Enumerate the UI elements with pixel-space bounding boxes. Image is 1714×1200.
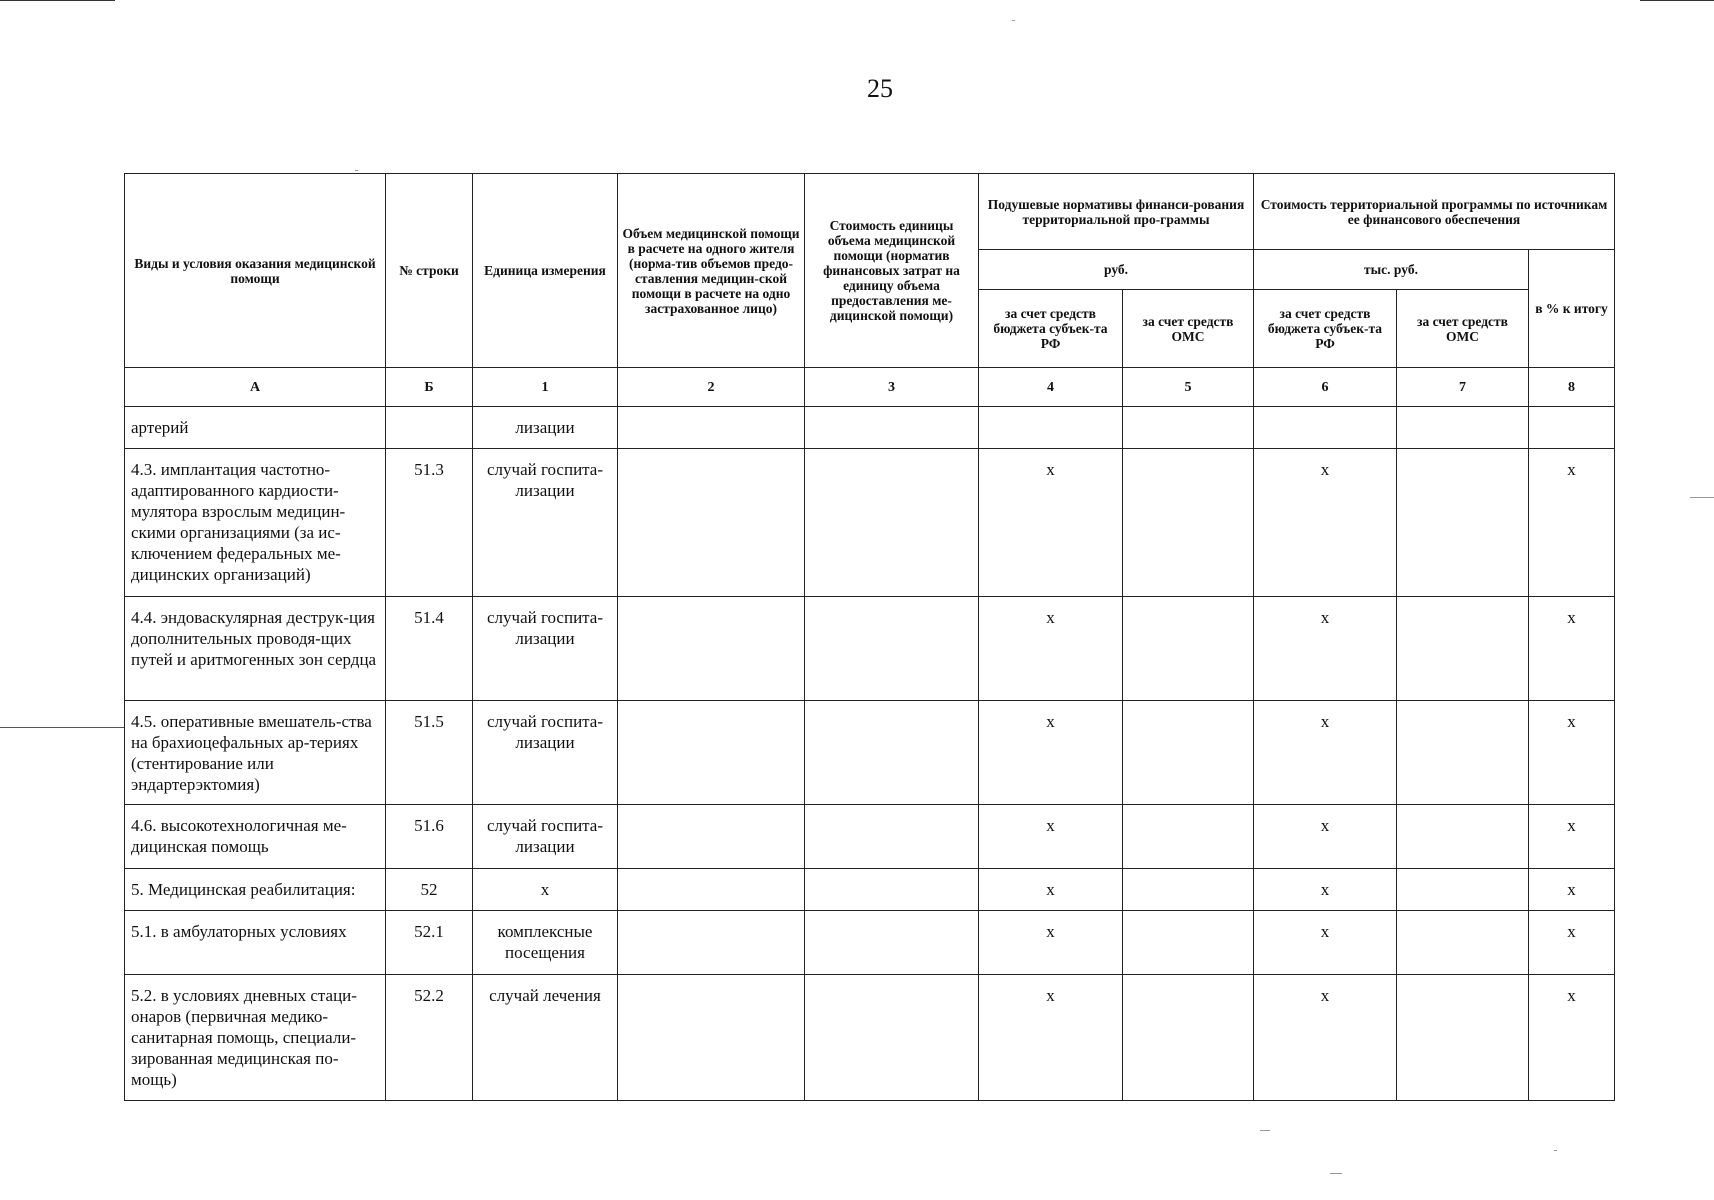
row-col-7 xyxy=(1397,449,1529,597)
row-col-4 xyxy=(979,407,1123,449)
header-col-7: за счет средств ОМС xyxy=(1397,290,1529,368)
table-row xyxy=(125,805,1615,869)
row-col-3 xyxy=(805,911,979,975)
row-col-5 xyxy=(1123,701,1254,805)
scan-edge-line-top-left xyxy=(0,0,115,1)
row-col-8: х xyxy=(1529,975,1615,1101)
header-unit-thousand-rub: тыс. руб. xyxy=(1254,250,1529,290)
row-number: 51.4 xyxy=(386,597,473,701)
row-col-5 xyxy=(1123,911,1254,975)
row-unit: случай госпита-лизации xyxy=(473,449,618,597)
row-label: 4.6. высокотехнологичная ме-дицинская помощь xyxy=(125,805,386,869)
row-col-5 xyxy=(1123,449,1254,597)
row-col-4: х xyxy=(979,911,1123,975)
row-label: 4.5. оперативные вмешатель-ства на брахиоцефальных ар-териях (стентирование или эндартерэктомия) xyxy=(125,701,386,805)
header-col-2: Объем медицинской помощи в расчете на одного жителя (норма-тив объемов предо-ставления медицин-ской помощи в расчете на одно застрахованное лицо) xyxy=(618,174,805,368)
row-number: 52.1 xyxy=(386,911,473,975)
index-cell: Б xyxy=(386,368,473,407)
header-col-b: № строки xyxy=(386,174,473,368)
table-row xyxy=(125,449,1615,597)
row-col-2 xyxy=(618,407,805,449)
row-col-6: х xyxy=(1254,701,1397,805)
row-unit: х xyxy=(473,869,618,911)
page-number: 25 xyxy=(867,74,893,103)
financing-table xyxy=(124,173,1615,1101)
row-col-7 xyxy=(1397,911,1529,975)
row-number: 52 xyxy=(386,869,473,911)
row-col-3 xyxy=(805,975,979,1101)
scan-edge-line-top-right xyxy=(1640,0,1714,1)
header-group-cost: Стоимость территориальной программы по источникам ее финансового обеспечения xyxy=(1254,174,1615,250)
index-cell: 3 xyxy=(805,368,979,407)
table-row xyxy=(125,701,1615,805)
row-col-5 xyxy=(1123,975,1254,1101)
index-cell: 1 xyxy=(473,368,618,407)
scan-speck xyxy=(355,170,358,171)
row-col-4: х xyxy=(979,975,1123,1101)
row-label: артерий xyxy=(125,407,386,449)
table-row xyxy=(125,869,1615,911)
row-col-6: х xyxy=(1254,449,1397,597)
row-col-3 xyxy=(805,869,979,911)
header-unit-rub: руб. xyxy=(979,250,1254,290)
row-col-6: х xyxy=(1254,911,1397,975)
index-cell: 2 xyxy=(618,368,805,407)
row-col-6: х xyxy=(1254,805,1397,869)
scan-speck xyxy=(1330,1173,1342,1174)
index-cell: 4 xyxy=(979,368,1123,407)
row-col-7 xyxy=(1397,597,1529,701)
row-col-4: х xyxy=(979,597,1123,701)
row-col-6 xyxy=(1254,407,1397,449)
row-col-3 xyxy=(805,407,979,449)
row-col-5 xyxy=(1123,597,1254,701)
header-col-1: Единица измерения xyxy=(473,174,618,368)
index-cell: А xyxy=(125,368,386,407)
row-col-8: х xyxy=(1529,449,1615,597)
header-col-4: за счет средств бюджета субъек-та РФ xyxy=(979,290,1123,368)
row-col-3 xyxy=(805,597,979,701)
row-label: 5. Медицинская реабилитация: xyxy=(125,869,386,911)
row-col-3 xyxy=(805,701,979,805)
row-number: 51.6 xyxy=(386,805,473,869)
row-col-8: х xyxy=(1529,911,1615,975)
table-row xyxy=(125,407,1615,449)
row-label: 5.1. в амбулаторных условиях xyxy=(125,911,386,975)
row-col-2 xyxy=(618,869,805,911)
row-col-8: х xyxy=(1529,805,1615,869)
row-col-4: х xyxy=(979,869,1123,911)
row-label: 4.4. эндоваскулярная деструк-ция дополнительных проводя-щих путей и аритмогенных зон сердца xyxy=(125,597,386,701)
index-cell: 7 xyxy=(1397,368,1529,407)
row-col-3 xyxy=(805,449,979,597)
row-number: 52.2 xyxy=(386,975,473,1101)
scan-speck xyxy=(1554,1150,1557,1151)
row-col-6: х xyxy=(1254,975,1397,1101)
index-cell: 8 xyxy=(1529,368,1615,407)
row-col-2 xyxy=(618,701,805,805)
row-unit: комплексные посещения xyxy=(473,911,618,975)
row-col-2 xyxy=(618,911,805,975)
row-number: 51.5 xyxy=(386,701,473,805)
row-col-5 xyxy=(1123,869,1254,911)
table-row xyxy=(125,975,1615,1101)
row-col-6: х xyxy=(1254,597,1397,701)
row-col-8: х xyxy=(1529,869,1615,911)
index-row xyxy=(125,368,1615,407)
row-col-5 xyxy=(1123,805,1254,869)
row-unit: случай госпита-лизации xyxy=(473,805,618,869)
row-number: 51.3 xyxy=(386,449,473,597)
row-col-4: х xyxy=(979,805,1123,869)
row-number xyxy=(386,407,473,449)
row-unit: случай госпита-лизации xyxy=(473,701,618,805)
row-col-2 xyxy=(618,805,805,869)
header-row-1 xyxy=(125,174,1615,250)
header-col-3: Стоимость единицы объема медицинской помощи (норматив финансовых затрат на единицу объема предоставления ме-дицинской помощи) xyxy=(805,174,979,368)
index-cell: 6 xyxy=(1254,368,1397,407)
scan-speck xyxy=(1690,497,1714,498)
header-col-6: за счет средств бюджета субъек-та РФ xyxy=(1254,290,1397,368)
header-group-percapita: Подушевые нормативы финанси-рования территориальной про-граммы xyxy=(979,174,1254,250)
header-col-5: за счет средств ОМС xyxy=(1123,290,1254,368)
row-col-4: х xyxy=(979,449,1123,597)
row-col-7 xyxy=(1397,407,1529,449)
row-col-2 xyxy=(618,449,805,597)
index-cell: 5 xyxy=(1123,368,1254,407)
row-col-7 xyxy=(1397,869,1529,911)
table-row xyxy=(125,911,1615,975)
row-col-2 xyxy=(618,975,805,1101)
row-col-8: х xyxy=(1529,597,1615,701)
scan-speck xyxy=(1012,20,1015,21)
scan-edge-line-left xyxy=(0,727,124,728)
row-label: 4.3. имплантация частотно-адаптированного кардиости-мулятора взрослым медицин-скими организациями (за ис-ключением федеральных ме-дицинских организаций) xyxy=(125,449,386,597)
row-col-2 xyxy=(618,597,805,701)
row-col-6: х xyxy=(1254,869,1397,911)
header-col-a: Виды и условия оказания медицинской помощи xyxy=(125,174,386,368)
row-col-7 xyxy=(1397,701,1529,805)
row-col-4: х xyxy=(979,701,1123,805)
row-label: 5.2. в условиях дневных стаци-онаров (первичная медико-санитарная помощь, специали-зированная медицинская по-мощь) xyxy=(125,975,386,1101)
row-unit: случай лечения xyxy=(473,975,618,1101)
table-row xyxy=(125,597,1615,701)
row-col-8: х xyxy=(1529,701,1615,805)
row-col-3 xyxy=(805,805,979,869)
row-col-7 xyxy=(1397,975,1529,1101)
row-unit: случай госпита-лизации xyxy=(473,597,618,701)
scan-speck xyxy=(1260,1130,1270,1131)
row-col-8 xyxy=(1529,407,1615,449)
row-col-5 xyxy=(1123,407,1254,449)
header-col-8: в % к итогу xyxy=(1529,250,1615,368)
row-col-7 xyxy=(1397,805,1529,869)
row-unit: лизации xyxy=(473,407,618,449)
